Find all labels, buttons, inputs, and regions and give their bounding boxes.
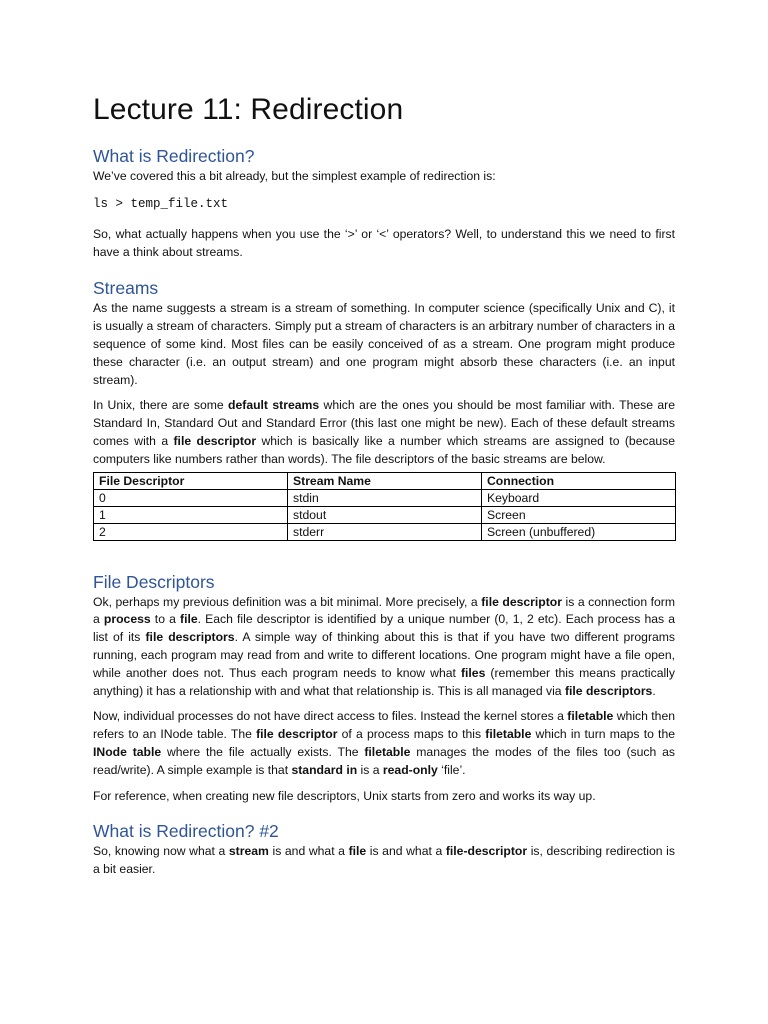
- text-run: which are the ones you should be most familiar with. These are Standard In, Standard Out and Standard Error (this last one might be new). Each of these default streams comes with a: [93, 398, 675, 448]
- file-descriptor-table: [93, 472, 676, 541]
- streams-paragraph-1: As the name suggests a stream is a stream of something. In computer science (specifically Unix and C), it is usually a stream of characters. Simply put a stream of characters is an arbitrary number of characters in a sequence of some kind. Most files can be easily conceived of as a stream. One program might produce these character (i.e. an output stream) and one program might absorb these characters (i.e. an input stream).: [93, 301, 675, 387]
- intro-paragraph: We’ve covered this a bit already, but the simplest example of redirection is:: [93, 169, 496, 183]
- text-run: (remember this means practically anything) it has a relationship with and what that relationship is. This is all managed via: [93, 665, 675, 698]
- text-run: is a: [357, 762, 383, 777]
- table-row: [94, 523, 676, 540]
- bold-run: file descriptor: [256, 727, 338, 742]
- page-title: Lecture 11: Redirection: [93, 93, 404, 126]
- bold-run: stream: [228, 844, 269, 859]
- table-cell: stdout: [288, 506, 482, 523]
- bold-run: file: [348, 844, 367, 859]
- bold-run: file-descriptor: [445, 844, 528, 859]
- table-cell: 1: [94, 506, 288, 523]
- heading-what-is-redirection: What is Redirection?: [93, 146, 255, 166]
- bold-run: standard in: [291, 762, 358, 777]
- text-run: ‘file’.: [437, 762, 466, 777]
- text-run: is and what a: [268, 844, 349, 859]
- bold-run: file descriptor: [173, 433, 257, 448]
- heading-what-is-redirection-2: What is Redirection? #2: [93, 821, 279, 842]
- code-example: ls > temp_file.txt: [93, 196, 229, 211]
- text-run: which then refers to an INode table. The: [93, 709, 676, 742]
- bold-run: file: [180, 612, 198, 627]
- table-row: [94, 506, 676, 523]
- text-run: which is basically like a number which streams are assigned to (because computers like numbers rather than words). The file descriptors of the basic streams are below.: [93, 433, 675, 466]
- text-run: is, describing redirection is a bit easier.: [93, 844, 675, 877]
- text-run: of a process maps to this: [337, 727, 486, 742]
- text-run: . Each file descriptor is identified by a unique number (0, 1, 2 etc). Each process has a list of its: [93, 612, 675, 645]
- table-cell: Screen: [482, 506, 676, 523]
- table-header-cell: Stream Name: [288, 472, 482, 489]
- table-row: [94, 489, 676, 506]
- text-run: to a: [150, 612, 181, 627]
- table-header-row: [94, 472, 676, 489]
- text-run: manages the modes of the files too (such as read/write). A simple example is that: [93, 744, 676, 777]
- bold-run: file descriptors: [145, 630, 235, 645]
- text-run: .: [652, 683, 656, 698]
- bold-run: default streams: [228, 398, 320, 413]
- table-cell: stdin: [288, 489, 482, 506]
- heading-file-descriptors: File Descriptors: [93, 571, 215, 592]
- table-cell: stderr: [288, 523, 482, 540]
- bold-run: read-only: [382, 762, 438, 777]
- text-run: Now, individual processes do not have direct access to files. Instead the kernel stores a: [93, 709, 568, 724]
- text-run: which in turn maps to the: [531, 727, 675, 742]
- file-descriptors-paragraph-3: For reference, when creating new file descriptors, Unix starts from zero and works its way up.: [93, 788, 596, 803]
- follow-up-paragraph: So, what actually happens when you use the ‘>’ or ‘<’ operators? Well, to understand this we need to first have a think about streams.: [93, 226, 675, 259]
- table-header-cell: File Descriptor: [94, 472, 288, 489]
- text-run: is and what a: [366, 844, 446, 859]
- text-run: where the file actually exists. The: [161, 744, 365, 759]
- text-run: In Unix, there are some: [93, 398, 229, 413]
- table-cell: 2: [94, 523, 288, 540]
- bold-run: file descriptor: [481, 594, 562, 609]
- text-run: . A simple way of thinking about this is that if you have two different programs running, each program may read from and write to different locations. One program might have a file open, while another does not. Thus each program needs to know what: [93, 630, 676, 680]
- text-run: is a connection form a: [93, 594, 676, 627]
- bold-run: files: [460, 665, 486, 680]
- document-page: [93, 92, 675, 879]
- bold-run: process: [103, 612, 151, 627]
- bold-run: filetable: [485, 727, 532, 742]
- text-run: Ok, perhaps my previous definition was a bit minimal. More precisely, a: [93, 594, 482, 609]
- bold-run: filetable: [567, 709, 614, 724]
- bold-run: filetable: [364, 744, 411, 759]
- table-cell: Screen (unbuffered): [482, 523, 676, 540]
- bold-run: file descriptors: [564, 683, 653, 698]
- streams-paragraph-2: [93, 397, 675, 468]
- table-header-cell: Connection: [482, 472, 676, 489]
- redirection-2-paragraph: [93, 843, 675, 879]
- text-run: So, knowing now what a: [93, 844, 229, 859]
- bold-run: INode table: [93, 744, 162, 759]
- table-cell: Keyboard: [482, 489, 676, 506]
- heading-streams: Streams: [93, 278, 159, 299]
- file-descriptors-paragraph-1: [93, 594, 675, 701]
- file-descriptors-paragraph-2: [93, 708, 675, 779]
- table-cell: 0: [94, 489, 288, 506]
